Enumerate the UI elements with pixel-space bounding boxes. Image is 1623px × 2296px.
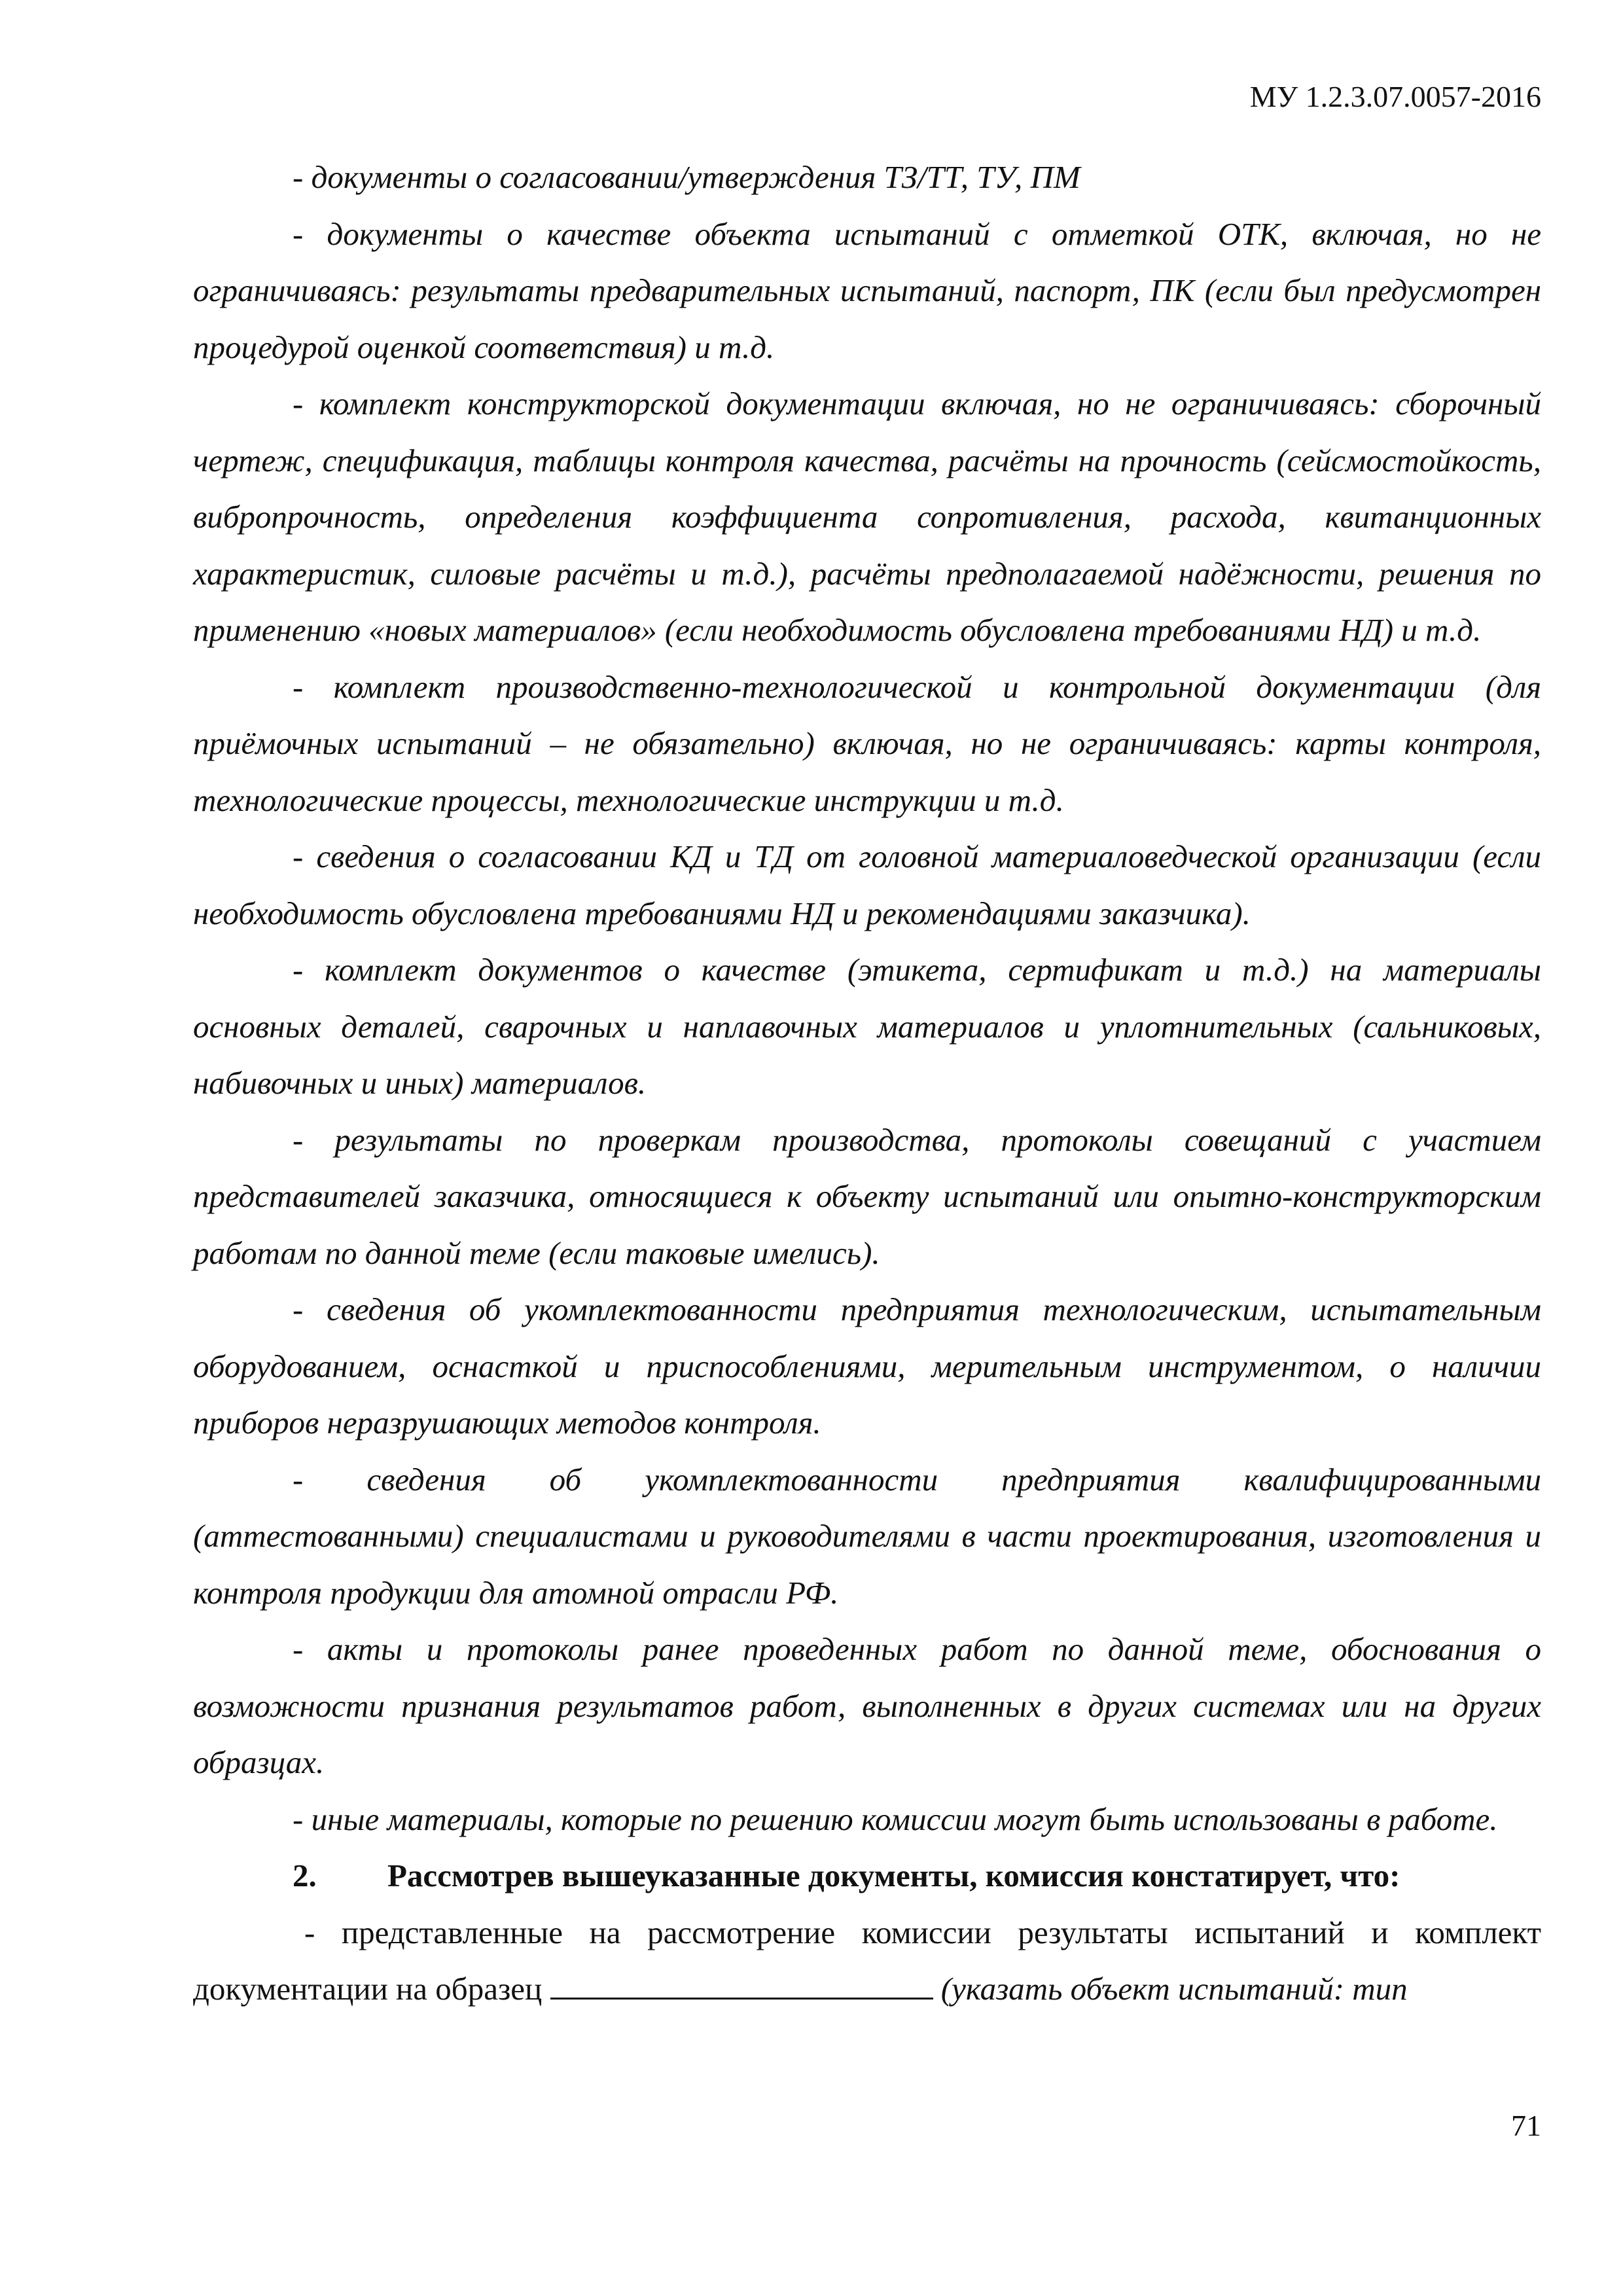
findings-instruction: (указать объект испытаний: тип: [940, 1971, 1408, 2007]
list-item: - сведения о согласовании КД и ТД от головной материаловедческой организации (если необходимость обусловлена требованиями НД и рекомендациями заказчика).: [193, 838, 1541, 931]
section-title: Рассмотрев вышеуказанные документы, комиссия констатирует, что:: [387, 1857, 1400, 1893]
list-item: - комплект документов о качестве (этикета, сертификат и т.д.) на материалы основных деталей, сварочных и наплавочных материалов и уплотнительных (сальниковых, набивочных и иных) материалов.: [193, 952, 1541, 1101]
document-body: [193, 149, 1541, 2018]
section-number: 2.: [293, 1857, 317, 1893]
list-item: - документы о согласовании/утверждения ТЗ/ТТ, ТУ, ПМ: [293, 159, 1080, 195]
list-item: - сведения об укомплектованности предприятия квалифицированными (аттестованными) специалистами и руководителями в части проектирования, изготовления и контроля продукции для атомной отрасли РФ.: [193, 1461, 1541, 1611]
list-item: - иные материалы, которые по решению комиссии могут быть использованы в работе.: [293, 1801, 1498, 1837]
list-item: - комплект конструкторской документации включая, но не ограничиваясь: сборочный чертеж, спецификация, таблицы контроля качества, расчёты на прочность (сейсмостойкость, вибропрочность, определения коэффициента сопротивления, расхода, квитанционных характеристик, силовые расчёты и т.д.), расчёты предполагаемой надёжности, решения по применению «новых материалов» (если необходимость обусловлена требованиями НД) и т.д.: [193, 386, 1541, 648]
fill-in-blank: [550, 1971, 933, 2000]
list-item: - комплект производственно-технологической и контрольной документации (для приёмочных испытаний – не обязательно) включая, но не ограничиваясь: карты контроля, технологические процессы, технологические инструкции и т.д.: [193, 668, 1541, 818]
list-item: - акты и протоколы ранее проведенных работ по данной теме, обоснования о возможности признания результатов работ, выполненных в других системах или на других образцах.: [193, 1631, 1541, 1780]
findings-text: - представленные на рассмотрение комиссии результаты испытаний и комплект документации на образец: [193, 1914, 1541, 2007]
document-code: МУ 1.2.3.07.0057-2016: [1249, 80, 1541, 113]
page-number: 71: [1511, 2109, 1541, 2142]
section-heading: [193, 1848, 1541, 1905]
findings-paragraph: [193, 1905, 1541, 2018]
list-item: - результаты по проверкам производства, протоколы совещаний с участием представителей заказчика, относящиеся к объекту испытаний или опытно-конструкторским работам по данной теме (если таковые имелись).: [193, 1121, 1541, 1271]
list-item: - документы о качестве объекта испытаний с отметкой ОТК, включая, но не ограничиваясь: результаты предварительных испытаний, паспорт, ПК (если был предусмотрен процедурой оценкой соответствия) и т.д.: [193, 215, 1541, 365]
list-item: - сведения об укомплектованности предприятия технологическим, испытательным оборудованием, оснасткой и приспособлениями, мерительным инструментом, о наличии приборов неразрушающих методов контроля.: [193, 1291, 1541, 1441]
